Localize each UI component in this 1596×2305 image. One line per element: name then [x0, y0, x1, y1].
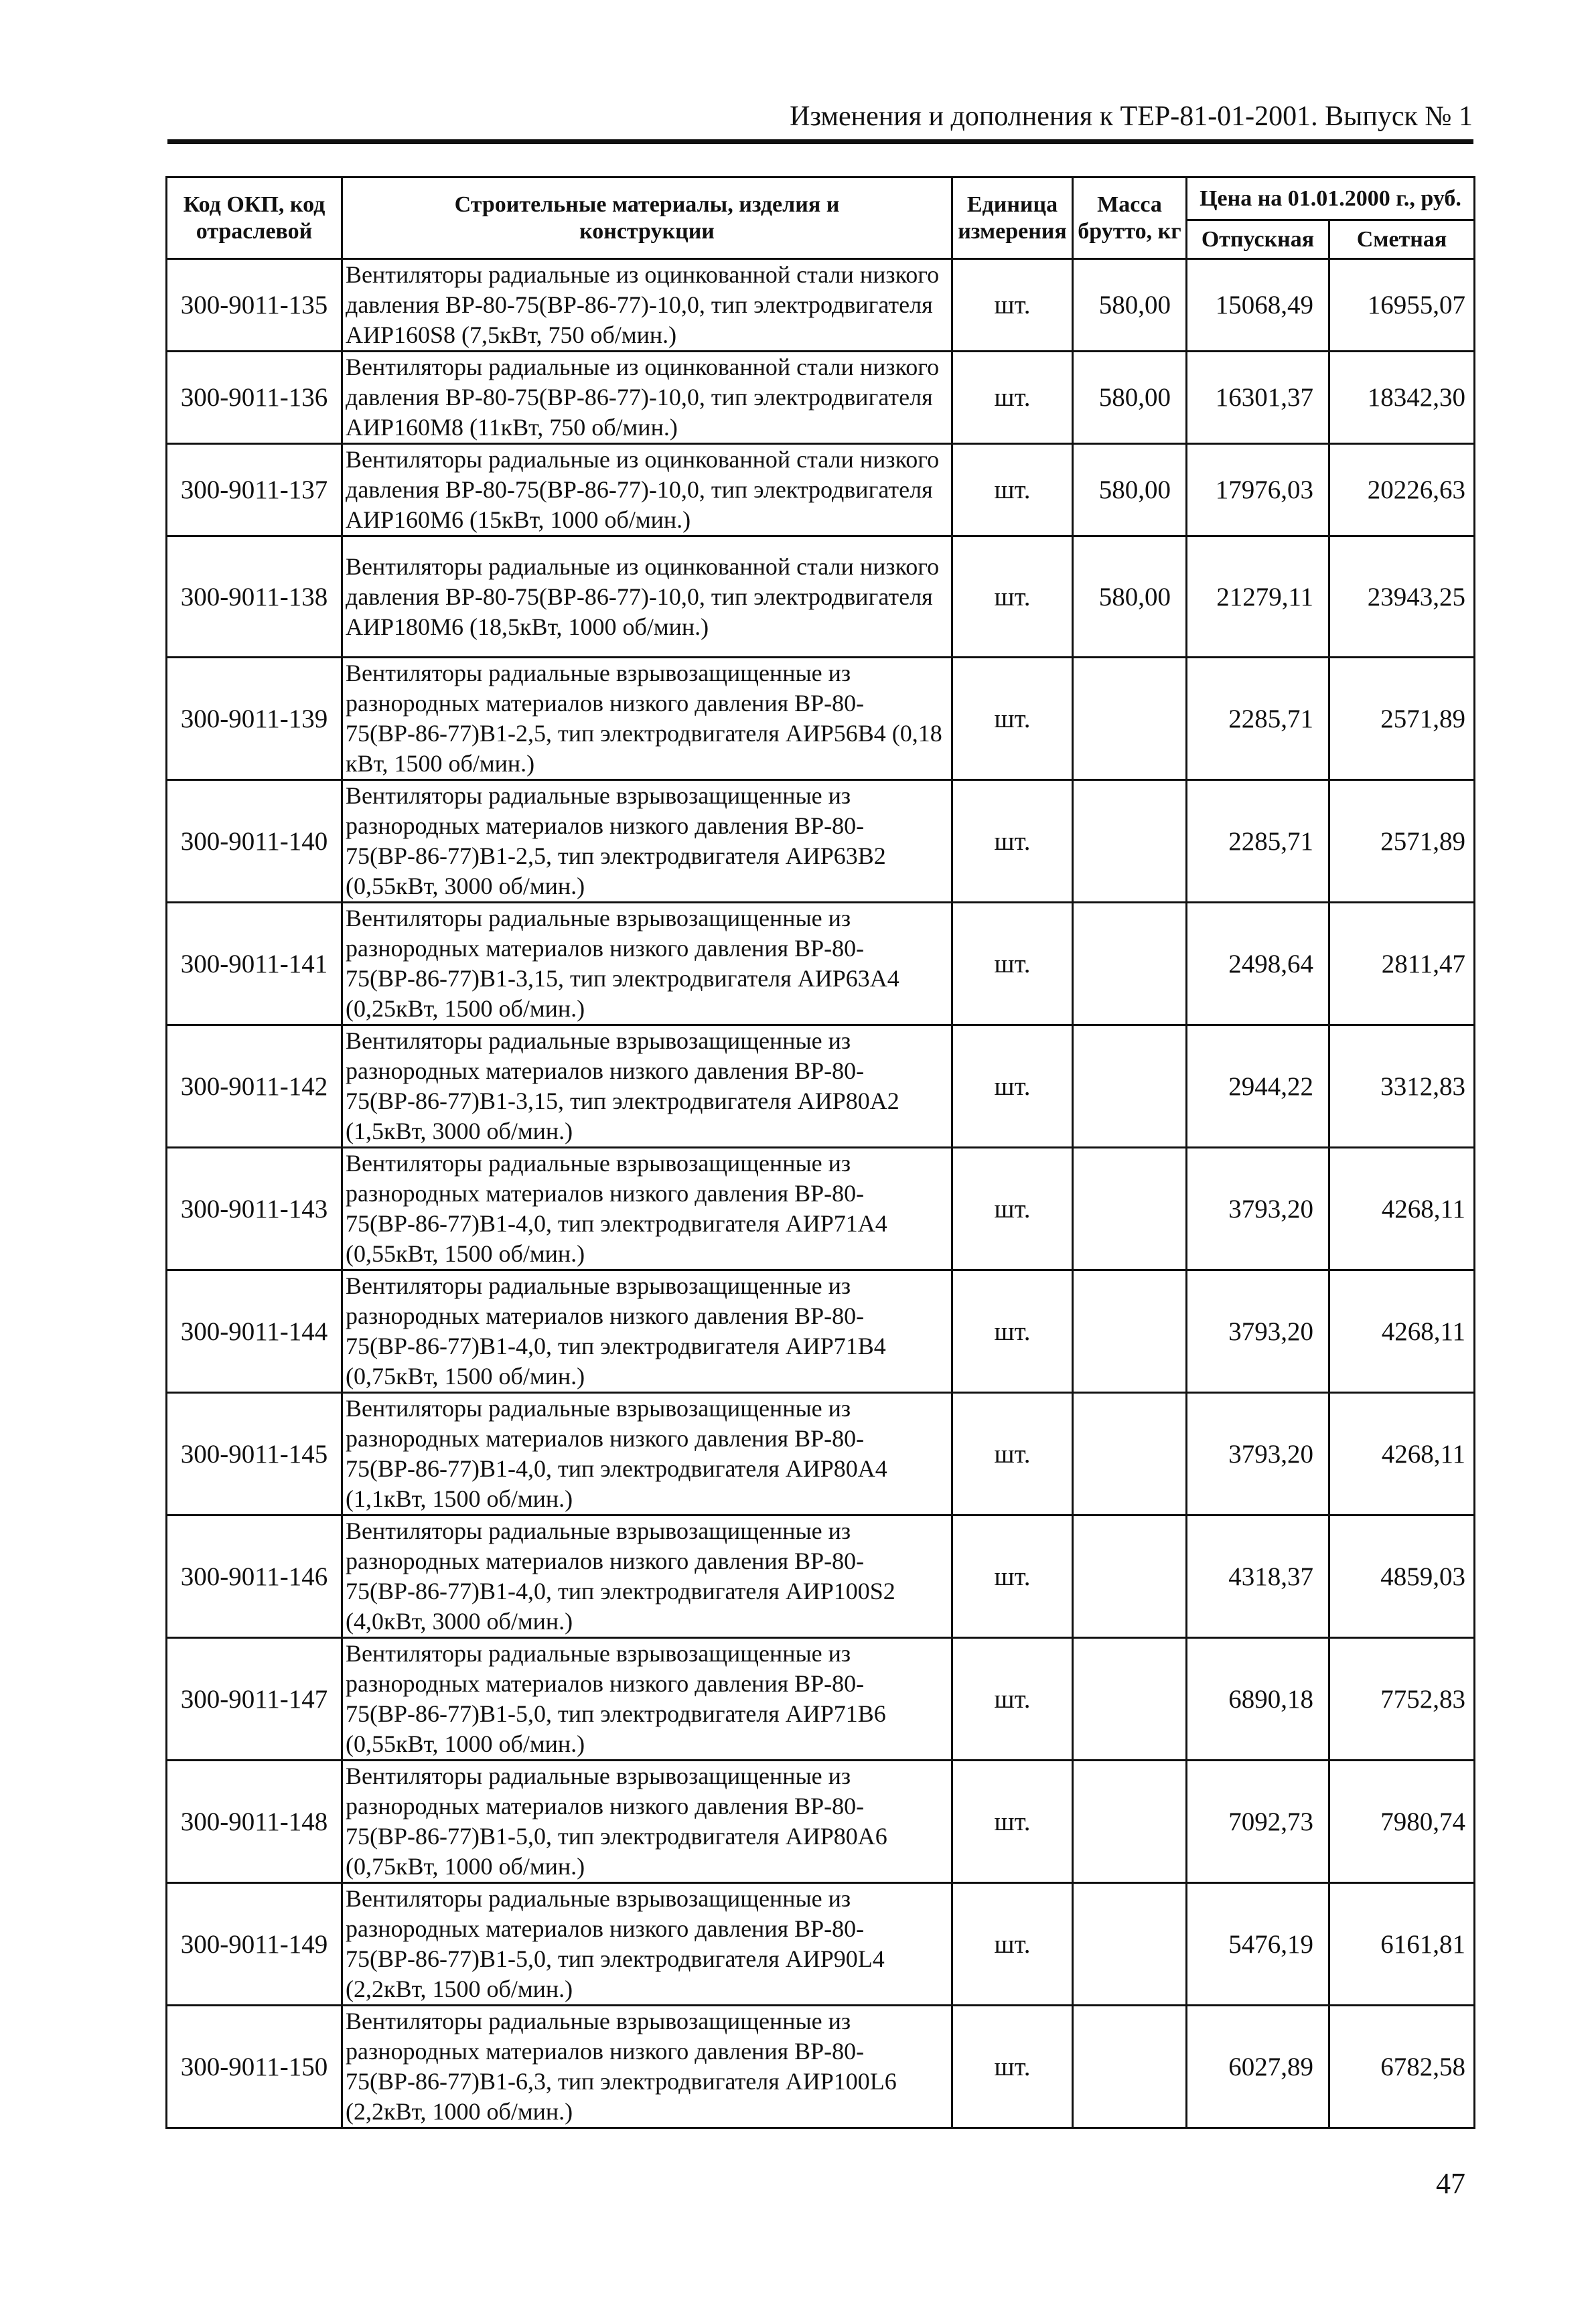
row-unit: шт. [952, 2006, 1073, 2128]
row-price-estimate: 4268,11 [1329, 1270, 1475, 1393]
row-description: Вентиляторы радиальные взрывозащищенные из разнородных материалов низкого давления ВР-80-75(ВР-86-77)В1-5,0, тип электродвигателя АИР90L4 (2,2кВт, 1500 об/мин.) [342, 1883, 952, 2006]
table-row [167, 780, 1475, 903]
header-unit: Единица измерения [952, 177, 1073, 259]
row-price-estimate: 7980,74 [1329, 1761, 1475, 1883]
row-price-release: 7092,73 [1187, 1761, 1329, 1883]
row-mass [1073, 1148, 1187, 1270]
row-price-estimate: 2811,47 [1329, 903, 1475, 1025]
table-row [167, 658, 1475, 780]
row-code: 300-9011-150 [167, 2006, 342, 2128]
row-price-estimate: 2571,89 [1329, 658, 1475, 780]
row-mass [1073, 658, 1187, 780]
row-price-release: 2944,22 [1187, 1025, 1329, 1148]
row-description: Вентиляторы радиальные взрывозащищенные из разнородных материалов низкого давления ВР-80-75(ВР-86-77)В1-3,15, тип электродвигателя АИР80А2 (1,5кВт, 3000 об/мин.) [342, 1025, 952, 1148]
table-row [167, 352, 1475, 444]
header-mass: Масса брутто, кг [1073, 177, 1187, 259]
row-description: Вентиляторы радиальные взрывозащищенные из разнородных материалов низкого давления ВР-80-75(ВР-86-77)В1-2,5, тип электродвигателя АИР63В2 (0,55кВт, 3000 об/мин.) [342, 780, 952, 903]
row-mass [1073, 780, 1187, 903]
row-code: 300-9011-140 [167, 780, 342, 903]
row-price-estimate: 20226,63 [1329, 444, 1475, 536]
row-mass: 580,00 [1073, 444, 1187, 536]
row-mass: 580,00 [1073, 536, 1187, 658]
row-code: 300-9011-145 [167, 1393, 342, 1515]
row-description: Вентиляторы радиальные взрывозащищенные из разнородных материалов низкого давления ВР-80-75(ВР-86-77)В1-2,5, тип электродвигателя АИР56В4 (0,18 кВт, 1500 об/мин.) [342, 658, 952, 780]
row-description: Вентиляторы радиальные из оцинкованной стали низкого давления ВР-80-75(ВР-86-77)-10,0, тип электродвигателя АИР160М6 (15кВт, 1000 об/мин.) [342, 444, 952, 536]
row-price-estimate: 6161,81 [1329, 1883, 1475, 2006]
table-row [167, 1515, 1475, 1638]
row-description: Вентиляторы радиальные взрывозащищенные из разнородных материалов низкого давления ВР-80-75(ВР-86-77)В1-4,0, тип электродвигателя АИР71А4 (0,55кВт, 1500 об/мин.) [342, 1148, 952, 1270]
row-code: 300-9011-135 [167, 259, 342, 352]
table-row [167, 1761, 1475, 1883]
row-price-estimate: 18342,30 [1329, 352, 1475, 444]
row-unit: шт. [952, 658, 1073, 780]
table-row [167, 1883, 1475, 2006]
row-mass [1073, 1761, 1187, 1883]
table-row [167, 1148, 1475, 1270]
table-row [167, 1393, 1475, 1515]
table-body [167, 259, 1475, 2128]
row-description: Вентиляторы радиальные взрывозащищенные из разнородных материалов низкого давления ВР-80-75(ВР-86-77)В1-4,0, тип электродвигателя АИР100S2 (4,0кВт, 3000 об/мин.) [342, 1515, 952, 1638]
row-unit: шт. [952, 1148, 1073, 1270]
row-code: 300-9011-146 [167, 1515, 342, 1638]
header-price-release: Отпускная [1187, 220, 1329, 259]
row-price-release: 2285,71 [1187, 658, 1329, 780]
row-price-release: 6890,18 [1187, 1638, 1329, 1761]
row-mass [1073, 1393, 1187, 1515]
row-unit: шт. [952, 1515, 1073, 1638]
row-mass [1073, 1025, 1187, 1148]
row-mass [1073, 1515, 1187, 1638]
header-code: Код ОКП, код отраслевой [167, 177, 342, 259]
row-price-release: 5476,19 [1187, 1883, 1329, 2006]
row-price-estimate: 4268,11 [1329, 1393, 1475, 1515]
row-code: 300-9011-138 [167, 536, 342, 658]
row-description: Вентиляторы радиальные из оцинкованной стали низкого давления ВР-80-75(ВР-86-77)-10,0, тип электродвигателя АИР160S8 (7,5кВт, 750 об/мин.) [342, 259, 952, 352]
row-price-release: 2285,71 [1187, 780, 1329, 903]
row-price-release: 3793,20 [1187, 1148, 1329, 1270]
row-code: 300-9011-139 [167, 658, 342, 780]
row-code: 300-9011-143 [167, 1148, 342, 1270]
row-price-estimate: 4268,11 [1329, 1148, 1475, 1270]
table-row [167, 1270, 1475, 1393]
row-unit: шт. [952, 1025, 1073, 1148]
table-row [167, 444, 1475, 536]
row-price-release: 4318,37 [1187, 1515, 1329, 1638]
row-price-estimate: 2571,89 [1329, 780, 1475, 903]
row-unit: шт. [952, 1761, 1073, 1883]
header-price: Цена на 01.01.2000 г., руб. [1187, 177, 1475, 220]
row-code: 300-9011-142 [167, 1025, 342, 1148]
row-unit: шт. [952, 1393, 1073, 1515]
row-code: 300-9011-148 [167, 1761, 342, 1883]
table-row [167, 259, 1475, 352]
row-price-release: 21279,11 [1187, 536, 1329, 658]
row-unit: шт. [952, 1638, 1073, 1761]
row-mass [1073, 1638, 1187, 1761]
row-price-release: 2498,64 [1187, 903, 1329, 1025]
table-row [167, 2006, 1475, 2128]
row-price-estimate: 16955,07 [1329, 259, 1475, 352]
row-price-release: 15068,49 [1187, 259, 1329, 352]
row-unit: шт. [952, 780, 1073, 903]
row-unit: шт. [952, 352, 1073, 444]
row-mass: 580,00 [1073, 259, 1187, 352]
table-row [167, 1638, 1475, 1761]
table-row [167, 1025, 1475, 1148]
row-unit: шт. [952, 1270, 1073, 1393]
header-rule [167, 139, 1473, 144]
row-code: 300-9011-141 [167, 903, 342, 1025]
row-price-release: 3793,20 [1187, 1270, 1329, 1393]
row-description: Вентиляторы радиальные взрывозащищенные из разнородных материалов низкого давления ВР-80-75(ВР-86-77)В1-4,0, тип электродвигателя АИР71В4 (0,75кВт, 1500 об/мин.) [342, 1270, 952, 1393]
row-unit: шт. [952, 536, 1073, 658]
row-price-release: 16301,37 [1187, 352, 1329, 444]
row-code: 300-9011-136 [167, 352, 342, 444]
row-code: 300-9011-149 [167, 1883, 342, 2006]
row-description: Вентиляторы радиальные взрывозащищенные из разнородных материалов низкого давления ВР-80-75(ВР-86-77)В1-3,15, тип электродвигателя АИР63А4 (0,25кВт, 1500 об/мин.) [342, 903, 952, 1025]
header-materials: Строительные материалы, изделия и конструкции [342, 177, 952, 259]
row-price-estimate: 4859,03 [1329, 1515, 1475, 1638]
row-price-estimate: 23943,25 [1329, 536, 1475, 658]
materials-price-table [165, 176, 1475, 2129]
table-row [167, 903, 1475, 1025]
row-description: Вентиляторы радиальные взрывозащищенные из разнородных материалов низкого давления ВР-80-75(ВР-86-77)В1-5,0, тип электродвигателя АИР71В6 (0,55кВт, 1000 об/мин.) [342, 1638, 952, 1761]
row-mass [1073, 1270, 1187, 1393]
row-price-release: 6027,89 [1187, 2006, 1329, 2128]
row-price-estimate: 3312,83 [1329, 1025, 1475, 1148]
row-price-release: 17976,03 [1187, 444, 1329, 536]
row-unit: шт. [952, 444, 1073, 536]
row-code: 300-9011-144 [167, 1270, 342, 1393]
row-description: Вентиляторы радиальные взрывозащищенные из разнородных материалов низкого давления ВР-80-75(ВР-86-77)В1-4,0, тип электродвигателя АИР80А4 (1,1кВт, 1500 об/мин.) [342, 1393, 952, 1515]
row-description: Вентиляторы радиальные из оцинкованной стали низкого давления ВР-80-75(ВР-86-77)-10,0, тип электродвигателя АИР160М8 (11кВт, 750 об/мин.) [342, 352, 952, 444]
row-unit: шт. [952, 903, 1073, 1025]
table-row [167, 536, 1475, 658]
row-description: Вентиляторы радиальные из оцинкованной стали низкого давления ВР-80-75(ВР-86-77)-10,0, тип электродвигателя АИР180М6 (18,5кВт, 1000 об/мин.) [342, 536, 952, 658]
row-description: Вентиляторы радиальные взрывозащищенные из разнородных материалов низкого давления ВР-80-75(ВР-86-77)В1-6,3, тип электродвигателя АИР100L6 (2,2кВт, 1000 об/мин.) [342, 2006, 952, 2128]
row-unit: шт. [952, 1883, 1073, 2006]
row-unit: шт. [952, 259, 1073, 352]
page-number: 47 [1436, 2167, 1465, 2200]
row-price-estimate: 6782,58 [1329, 2006, 1475, 2128]
row-mass [1073, 2006, 1187, 2128]
document-header-title: Изменения и дополнения к ТЕР-81-01-2001. Выпуск № 1 [790, 101, 1473, 132]
row-code: 300-9011-147 [167, 1638, 342, 1761]
row-description: Вентиляторы радиальные взрывозащищенные из разнородных материалов низкого давления ВР-80-75(ВР-86-77)В1-5,0, тип электродвигателя АИР80А6 (0,75кВт, 1000 об/мин.) [342, 1761, 952, 1883]
row-mass [1073, 1883, 1187, 2006]
row-code: 300-9011-137 [167, 444, 342, 536]
header-price-estimate: Сметная [1329, 220, 1475, 259]
row-price-release: 3793,20 [1187, 1393, 1329, 1515]
row-price-estimate: 7752,83 [1329, 1638, 1475, 1761]
row-mass: 580,00 [1073, 352, 1187, 444]
row-mass [1073, 903, 1187, 1025]
